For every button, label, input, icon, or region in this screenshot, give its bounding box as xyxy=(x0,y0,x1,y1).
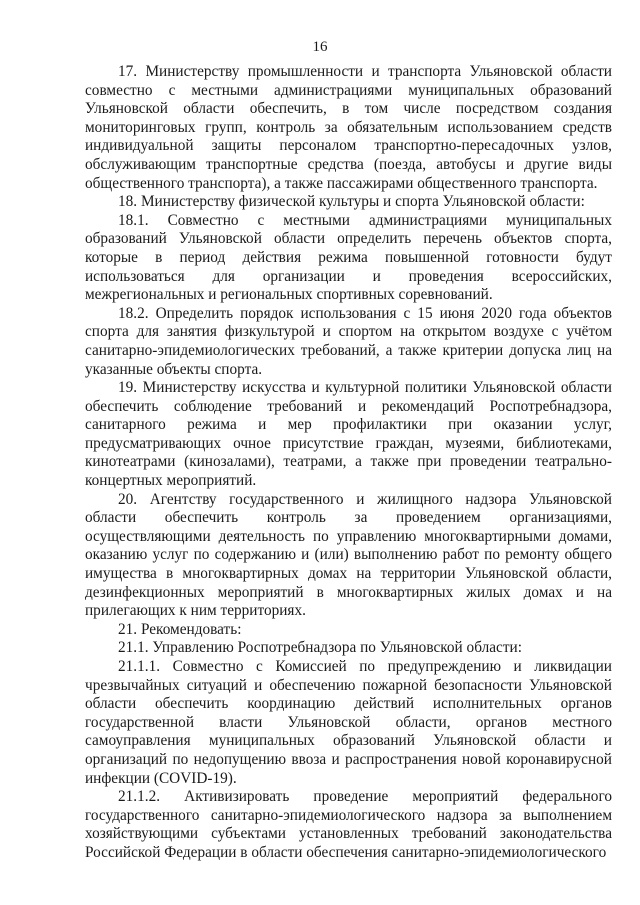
paragraph-18-1: 18.1. Совместно с местными администрациями муниципальных образований Ульяновской области определить перечень объектов спорта, которые в период действия режима повышенной готовности будут использоваться для организации и проведения всероссийских, межрегиональных и региональных спортивных соревнований. xyxy=(85,211,612,304)
paragraph-19: 19. Министерству искусства и культурной политики Ульяновской области обеспечить соблюдение требований и рекомендаций Роспотребнадзора, санитарного режима и мер профилактики при оказании услуг, предусматривающих очное присутствие граждан, музеями, библиотеками, кинотеатрами (кинозалами), театрами, а также при проведении театрально-концертных мероприятий. xyxy=(85,379,612,490)
paragraph-21-1-1: 21.1.1. Совместно с Комиссией по предупреждению и ликвидации чрезвычайных ситуаций и обеспечению пожарной безопасности Ульяновской области обеспечить координацию действий исполнительных органов государственной власти Ульяновской области, органов местного самоуправления муниципальных образований Ульяновской области и организаций по недопущению ввоза и распространения новой коронавирусной инфекции (COVID-19). xyxy=(85,658,612,787)
paragraph-20: 20. Агентству государственного и жилищного надзора Ульяновской области обеспечить контроль за проведением организациями, осуществляющими деятельность по управлению многоквартирными домами, оказанию услуг по содержанию и (или) выполнению работ по ремонту общего имущества в многоквартирных домах на территории Ульяновской области, дезинфекционных мероприятий в многоквартирных жилых домах и на прилегающих к ним территориях. xyxy=(85,490,612,620)
paragraph-17: 17. Министерству промышленности и транспорта Ульяновской области совместно с местными администрациями муниципальных образований Ульяновской области обеспечить, в том числе посредством создания мониторинговых групп, контроль за обязательным использованием средств индивидуальной защиты персоналом транспортно-пересадочных узлов, обслуживающим транспортные средства (поезда, автобусы и другие виды общественного транспорта), а также пассажирами общественного транспорта. xyxy=(85,63,612,192)
paragraph-21-1-2: 21.1.2. Активизировать проведение мероприятий федерального государственного санитарно-эпидемиологического надзора за выполнением хозяйствующими субъектами установленных требований законодательства Российской Федерации в области обеспечения санитарно-эпидемиологического xyxy=(85,788,612,861)
paragraph-21: 21. Рекомендовать: xyxy=(118,620,242,638)
paragraph-21-1: 21.1. Управлению Роспотребнадзора по Ульяновской области: xyxy=(118,639,522,657)
document-body xyxy=(85,63,612,863)
paragraph-18: 18. Министерству физической культуры и спорта Ульяновской области: xyxy=(118,193,585,211)
paragraph-18-2: 18.2. Определить порядок использования с 15 июня 2020 года объектов спорта для занятия физкультурой и спортом на открытом воздухе с учётом санитарно-эпидемиологических требований, а также критерии допуска лиц на указанные объекты спорта. xyxy=(85,304,612,378)
page-number: 16 xyxy=(312,39,328,55)
